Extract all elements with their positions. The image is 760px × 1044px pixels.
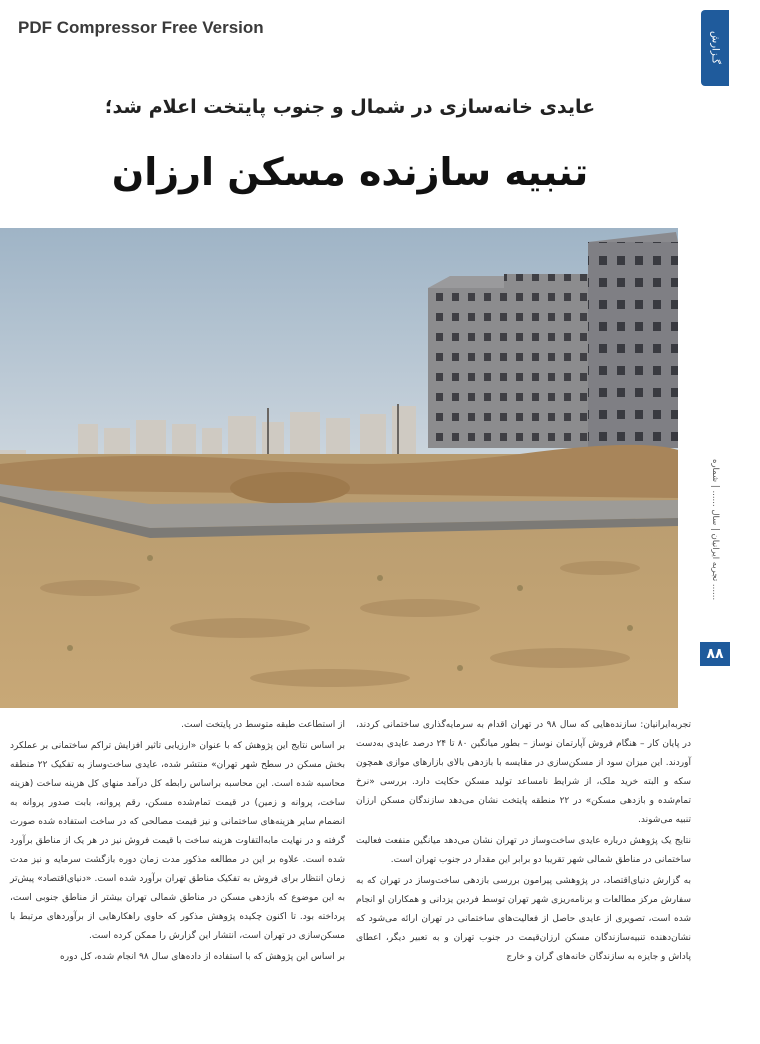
watermark-text: PDF Compressor Free Version	[18, 18, 264, 37]
side-strip	[703, 420, 727, 640]
article-subtitle: عایدی خانه‌سازی در شمال و جنوب پایتخت اعلام شد؛	[104, 96, 596, 118]
paragraph: به گزارش دنیای‌اقتصاد، در پژوهشی پیرامون بررسی بازدهی ساخت‌وساز در تهران که به سفارش مرکز مطالعات و برنامه‌ریزی شهر تهران توسط فردین یزدانی و همکاران او انجام شده است، تصویری از عایدی حاصل از فعالیت‌های ساختمانی در تهران ارائه می‌شود که نشان‌دهنده تنبیه‌سازندگان مسکن ارزان‌قیمت در جنوب تهران و به تعبیر دیگر، اعطای پاداش و جایزه به سازندگان خانه‌های گران و خارج	[356, 876, 691, 962]
body-column-left	[10, 716, 345, 969]
section-tab	[701, 10, 729, 86]
paragraph: بر اساس نتایج این پژوهش که با عنوان «ارزیابی تاثیر افزایش تراکم ساختمانی بر عملکرد بخش مسکن در سطح شهر تهران» منتشر شده، عایدی ساخت‌وساز به تفکیک ۲۲ منطقه محاسبه شده است. این محاسبه براساس رابطه کل درآمد منهای کل هزینه ساخت (هزینه ساخت، پروانه و زمین) در قیمت تمام‌شده مسکن، رقم پروانه، بابت صدور پروانه به انضمام سایر هزینه‌های ساختمانی و نیز قیمت مصالحی که در ساخت استفاده شده صورت گرفته و در نهایت مابه‌التفاوت هزینه ساخت با قیمت فروش نیز در هر یک از مناطق برآورد شده است. علاوه بر این در مطالعه مذکور مدت زمان دوره بازگشت سرمایه و نیز مدت زمان انتظار برای فروش به تفکیک مناطق تهران برآورد شده است. «دنیای‌اقتصاد» پیش‌تر به این موضوع که بازدهی مسکن در مناطق شمالی تهران بیشتر از مناطق جنوبی است، پرداخته بود. تا اکنون چکیده پژوهش مذکور که حاوی راهکارهایی از برآوردهای مرتبط با مسکن‌سازی در تهران است، انتشار این گزارش را ممکن کرده است.	[10, 741, 345, 941]
paragraph: از استطاعت طبقه متوسط در پایتخت است.	[181, 720, 345, 730]
article-photo	[0, 228, 678, 708]
side-strip-label: تجربه ایرانیان | سال ...... | شماره ......	[710, 459, 720, 601]
article-title: تنبیه سازنده مسکن ارزان	[111, 150, 589, 194]
page-number: ۸۸	[700, 642, 730, 666]
section-tab-label: گـزارش	[709, 31, 721, 65]
body-column-right	[356, 716, 691, 969]
paragraph: تجربه‌ایرانیان: سازنده‌هایی که سال ۹۸ در تهران اقدام به سرمایه‌گذاری ساختمانی کردند، در پایان کار – هنگام فروش آپارتمان نوساز – بطور میانگین ۸۰ تا ۲۴ درصد عایدی به‌دست آوردند. این میزان سود از مسکن‌سازی در مقایسه با بازدهی بالای بازارهای موازی همچون سکه و البته خرید ملک، از شرایط نامساعد تولید مسکن حکایت دارد. بررسی «نرخ تمام‌شده و بازدهی مسکن» در ۲۲ منطقه پایتخت نشان می‌دهد سازندگان مسکن ارزان تنبیه می‌شوند.	[356, 720, 691, 825]
paragraph: نتایج یک پژوهش درباره عایدی ساخت‌وساز در تهران نشان می‌دهد میانگین منفعت فعالیت ساختمانی در مناطق شمالی شهر تقریبا دو برابر این مقدار در جنوب تهران است.	[356, 836, 691, 865]
paragraph: بر اساس این پژوهش که با استفاده از داده‌های سال ۹۸ انجام شده، کل دوره	[60, 952, 345, 962]
